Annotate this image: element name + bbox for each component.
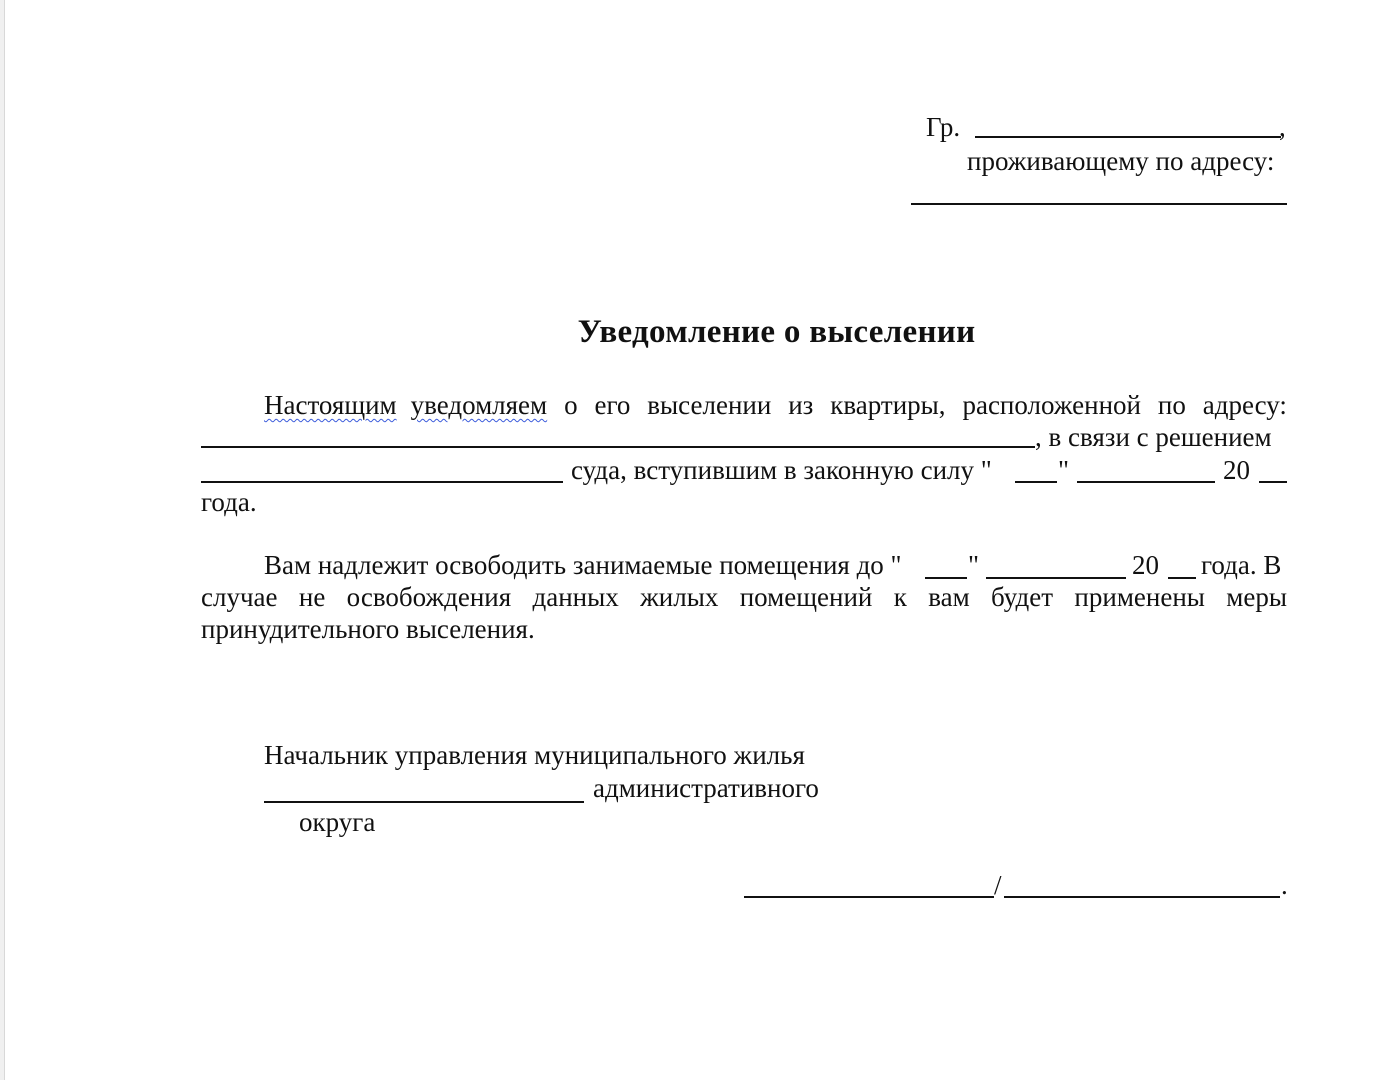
paragraph1-line4: года. (201, 487, 257, 517)
paragraph1-word: квартиры, (830, 390, 946, 420)
vacate-day-blank (925, 577, 967, 579)
paragraph1-line3-text: суда, вступившим в законную силу " (571, 455, 992, 485)
addressee-residing-label: проживающему по адресу: (967, 146, 1275, 176)
paragraph1-word: из (788, 390, 814, 420)
paragraph2-word: случае (201, 582, 278, 612)
paragraph2-line2 (201, 582, 1287, 613)
paragraph2-word: применены (1074, 582, 1205, 612)
addressee-prefix: Гр. (926, 112, 961, 142)
district-name-blank (264, 801, 584, 803)
paragraph1-word: расположенной (962, 390, 1141, 420)
paragraph2-word: не (298, 582, 326, 612)
paragraph1-word-uvedomlyaem: уведомляем (410, 390, 548, 420)
signature-position-line3: округа (299, 807, 376, 837)
vacate-month-blank (986, 577, 1126, 579)
paragraph1-line1 (264, 390, 1287, 421)
signature-slash: / (994, 870, 1002, 900)
paragraph1-word: адресу: (1202, 390, 1287, 420)
signature-position-line2: административного (593, 773, 819, 803)
paragraph2-line1-end: года. В (1201, 550, 1282, 580)
paragraph2-word: будет (991, 582, 1054, 612)
paragraph1-year-prefix: 20 (1223, 455, 1250, 485)
signature-blank (744, 896, 994, 898)
signature-position-line1: Начальник управления муниципального жилья (264, 740, 805, 770)
paragraph1-line2-tail: , в связи с решением (1035, 422, 1272, 452)
paragraph1-word: выселении (647, 390, 772, 420)
paragraph2-line1-start: Вам надлежит освободить занимаемые помещения до " (264, 550, 902, 580)
document-page (4, 0, 1378, 1080)
court-year-blank (1259, 481, 1287, 483)
paragraph2-word: жилых (640, 582, 719, 612)
document-title: Уведомление о выселении (577, 314, 976, 350)
paragraph1-quote-close: " (1058, 455, 1070, 485)
addressee-address-blank (911, 203, 1287, 205)
paragraph1-word: его (594, 390, 631, 420)
paragraph1-word: по (1157, 390, 1186, 420)
apartment-address-blank (201, 446, 1035, 448)
addressee-comma: , (1279, 112, 1286, 142)
paragraph2-word: помещений (739, 582, 873, 612)
paragraph2-year-prefix: 20 (1132, 550, 1159, 580)
court-day-blank (1015, 481, 1057, 483)
vacate-year-blank (1168, 577, 1196, 579)
paragraph2-word: вам (928, 582, 970, 612)
paragraph1-word-nastoyashchim: Настоящим (264, 390, 397, 420)
signature-period: . (1281, 870, 1288, 900)
court-name-blank (201, 481, 563, 483)
paragraph2-word: меры (1226, 582, 1287, 612)
paragraph2-quote-close: " (968, 550, 980, 580)
paragraph2-word: освобождения (346, 582, 512, 612)
paragraph1-word: о (564, 390, 578, 420)
court-month-blank (1077, 481, 1215, 483)
signature-name-blank (1004, 896, 1280, 898)
paragraph2-line3: принудительного выселения. (201, 614, 535, 644)
paragraph2-word: к (893, 582, 907, 612)
paragraph2-word: данных (532, 582, 619, 612)
addressee-name-blank (975, 136, 1281, 138)
